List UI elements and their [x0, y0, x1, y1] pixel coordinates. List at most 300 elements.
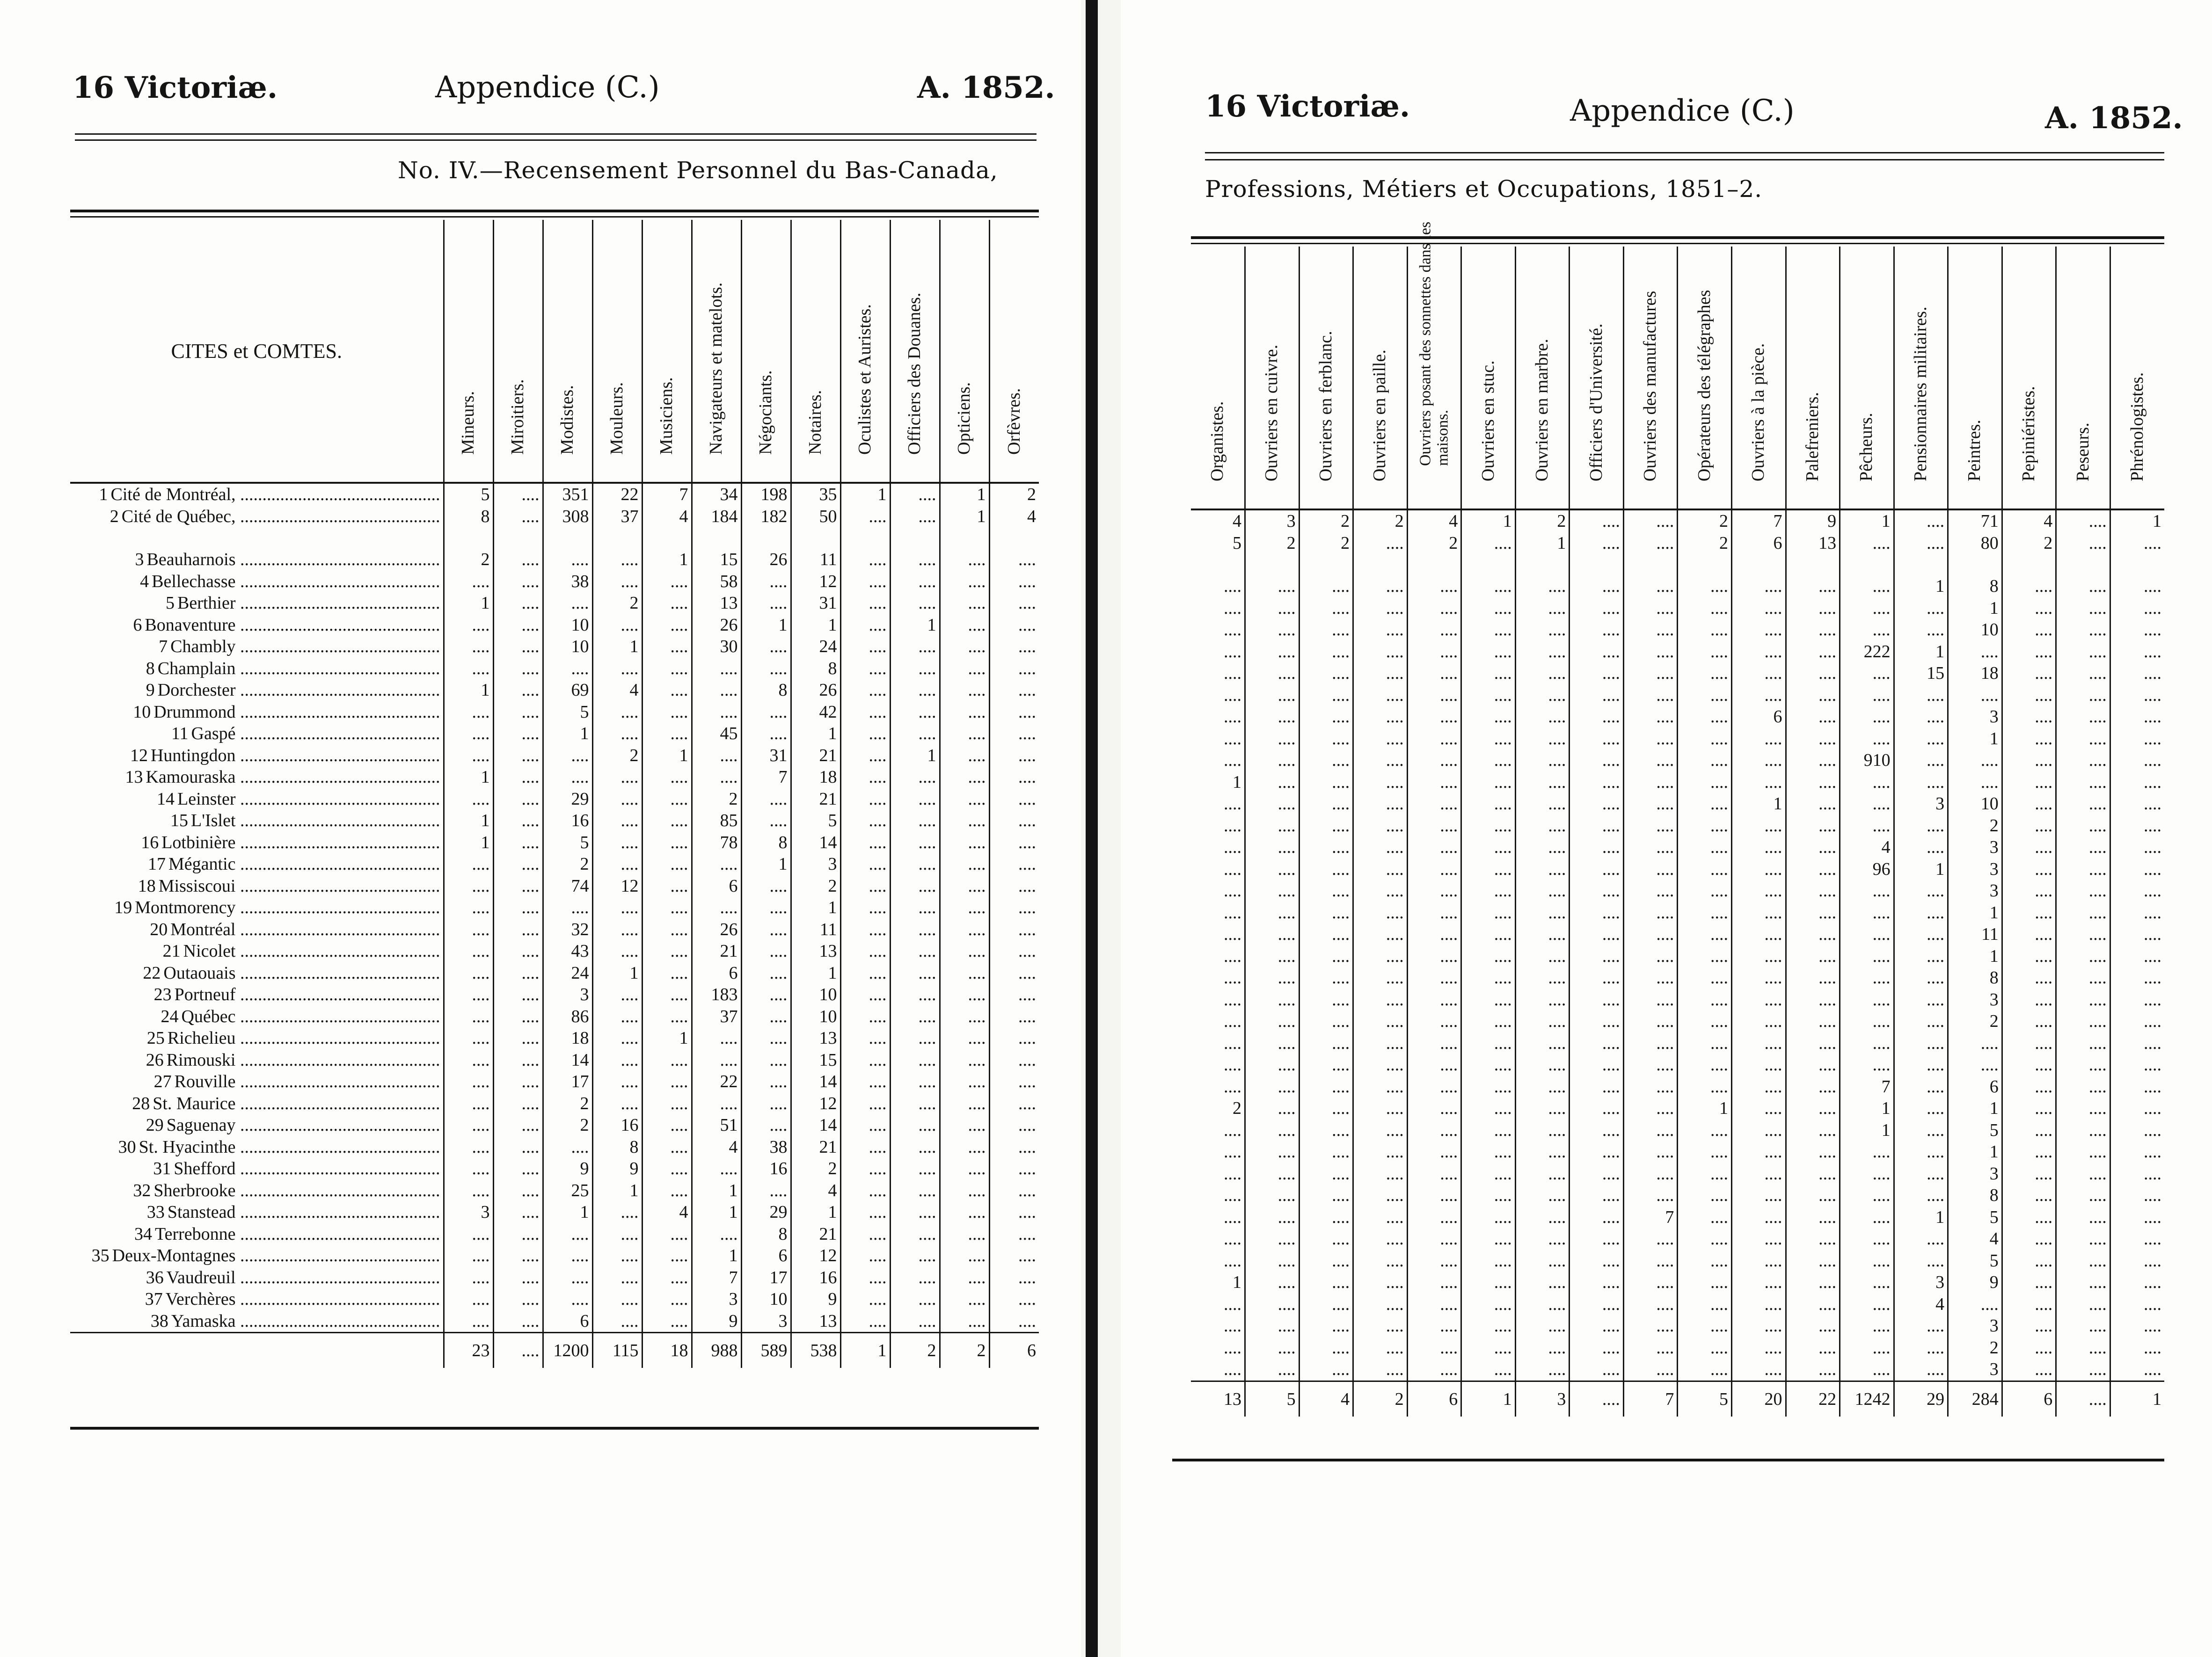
value-cell: ....: [1678, 597, 1732, 619]
value-cell: 38: [543, 571, 592, 593]
value-cell: ....: [940, 1288, 989, 1310]
total-cell: ....: [1570, 1381, 1624, 1417]
value-cell: 13: [1786, 532, 1840, 554]
table-row: [70, 506, 1039, 528]
value-cell: ....: [840, 745, 890, 767]
value-cell: 4: [1233, 511, 1242, 531]
value-cell: ....: [1245, 858, 1299, 880]
value-cell: ....: [890, 592, 940, 614]
value-cell: ....: [890, 919, 940, 941]
value-cell: ....: [1353, 597, 1408, 619]
column-header: [940, 220, 989, 483]
value-cell: ....: [1461, 641, 1516, 663]
county-cell: [70, 1049, 444, 1071]
table-row: [1191, 1359, 2164, 1381]
value-cell: ....: [1245, 641, 1299, 663]
value-cell: ....: [2002, 858, 2056, 880]
value-cell: ....: [1731, 728, 1786, 750]
value-cell: ....: [989, 853, 1039, 875]
value-cell: ....: [1515, 1032, 1570, 1054]
value-cell: ....: [1299, 641, 1353, 663]
value-cell: ....: [2110, 1119, 2164, 1141]
value-cell: ....: [2002, 815, 2056, 837]
value-cell: ....: [1570, 684, 1624, 706]
column-header: [1948, 247, 2002, 509]
value-cell: ....: [444, 1006, 493, 1028]
value-cell: ....: [543, 1267, 592, 1289]
value-cell: ....: [1245, 902, 1299, 924]
leader-dots: .............................................: [235, 1224, 440, 1244]
value-cell: ....: [890, 483, 940, 506]
value-cell: ....: [592, 853, 642, 875]
leader-dots: .............................................: [235, 898, 440, 917]
total-cell: 115: [592, 1333, 642, 1368]
table-body: [1191, 509, 2164, 1417]
value-cell: 6: [543, 1310, 592, 1333]
value-cell: ....: [1461, 1250, 1516, 1272]
value-cell: ....: [444, 571, 493, 593]
total-cell: 538: [791, 1333, 840, 1368]
value-cell: ....: [1894, 1032, 1948, 1054]
value-cell: 6: [741, 1245, 791, 1267]
spacer-cell: [791, 527, 840, 549]
value-cell: ....: [989, 962, 1039, 984]
value-cell: ....: [1678, 575, 1732, 597]
value-cell: ....: [2056, 880, 2110, 902]
value-cell: ....: [444, 636, 493, 658]
value-cell: 7: [741, 766, 791, 788]
value-cell: ....: [1894, 1315, 1948, 1337]
value-cell: ....: [1623, 749, 1678, 771]
county-cell: [70, 614, 444, 636]
value-cell: 910: [1840, 749, 1894, 771]
value-cell: ....: [1786, 1337, 1840, 1359]
value-cell: ....: [444, 1114, 493, 1136]
value-cell: 8: [741, 832, 791, 854]
value-cell: 13: [791, 1027, 840, 1049]
census-table-right: [1191, 222, 2164, 1417]
value-cell: ....: [1948, 684, 2002, 706]
county-cell: [70, 897, 444, 919]
value-cell: ....: [2002, 597, 2056, 619]
value-cell: ....: [1407, 1054, 1461, 1076]
value-cell: ....: [1678, 619, 1732, 641]
value-cell: ....: [1407, 1228, 1461, 1250]
value-cell: 4: [642, 506, 692, 528]
value-cell: ....: [444, 1180, 493, 1202]
value-cell: 16: [592, 1114, 642, 1136]
value-cell: ....: [1623, 815, 1678, 837]
total-cell: 988: [692, 1333, 741, 1368]
value-cell: ....: [1245, 684, 1299, 706]
value-cell: ....: [1353, 771, 1408, 793]
value-cell: ....: [1840, 532, 1894, 554]
county-cell: [70, 1093, 444, 1115]
value-cell: ....: [592, 1006, 642, 1028]
value-cell: ....: [1840, 1272, 1894, 1294]
value-cell: 1: [741, 614, 791, 636]
county-cell: [70, 723, 444, 745]
value-cell: ....: [1786, 1010, 1840, 1032]
county-cell: [70, 506, 444, 528]
value-cell: ....: [1623, 1250, 1678, 1272]
county-cell: [70, 658, 444, 680]
value-cell: ....: [840, 1027, 890, 1049]
value-cell: ....: [1786, 1032, 1840, 1054]
value-cell: ....: [741, 592, 791, 614]
value-cell: 3: [1894, 793, 1948, 815]
value-cell: ....: [2056, 1315, 2110, 1337]
value-cell: ....: [989, 940, 1039, 962]
value-cell: ....: [642, 723, 692, 745]
value-cell: ....: [1245, 793, 1299, 815]
value-cell: ....: [2056, 1163, 2110, 1185]
value-cell: ....: [444, 853, 493, 875]
value-cell: ....: [1623, 575, 1678, 597]
value-cell: ....: [1224, 1337, 1242, 1358]
value-cell: ....: [1678, 1228, 1732, 1250]
column-header: [1623, 247, 1678, 509]
value-cell: ....: [2056, 641, 2110, 663]
value-cell: ....: [1623, 793, 1678, 815]
value-cell: ....: [1407, 1359, 1461, 1381]
row-number: 26: [146, 1050, 164, 1070]
value-cell: ....: [2110, 858, 2164, 880]
value-cell: ....: [1353, 1272, 1408, 1294]
value-cell: ....: [1786, 619, 1840, 641]
leader-dots: .............................................: [235, 1115, 440, 1135]
value-cell: ....: [1299, 967, 1353, 989]
value-cell: 4: [791, 1180, 840, 1202]
value-cell: ....: [1840, 771, 1894, 793]
value-cell: ....: [1461, 945, 1516, 967]
value-cell: ....: [940, 1006, 989, 1028]
county-cell: [70, 1114, 444, 1136]
table-row: [70, 723, 1039, 745]
value-cell: ....: [642, 1267, 692, 1289]
value-cell: ....: [2056, 1359, 2110, 1381]
header-row: [1191, 247, 2164, 509]
value-cell: ....: [2002, 728, 2056, 750]
value-cell: ....: [692, 766, 741, 788]
value-cell: ....: [493, 571, 543, 593]
value-cell: ....: [1407, 945, 1461, 967]
table-top-rule-thin: [70, 216, 1039, 218]
value-cell: ....: [1731, 858, 1786, 880]
value-cell: ....: [890, 962, 940, 984]
value-cell: ....: [1461, 902, 1516, 924]
value-cell: ....: [1224, 881, 1242, 901]
value-cell: ....: [1678, 793, 1732, 815]
county-name: Drummond: [153, 702, 236, 722]
county-name: Deux-Montagnes: [112, 1246, 236, 1265]
value-cell: ....: [890, 853, 940, 875]
table-title: No. IV.—Recensement Personnel du Bas-Canada,: [398, 157, 998, 184]
table-row: [70, 1288, 1039, 1310]
value-cell: ....: [1299, 662, 1353, 684]
value-cell: ....: [890, 1049, 940, 1071]
value-cell: ....: [840, 810, 890, 832]
value-cell: ....: [1786, 1206, 1840, 1228]
value-cell: ....: [1894, 1185, 1948, 1206]
value-cell: ....: [2056, 836, 2110, 858]
value-cell: ....: [1407, 858, 1461, 880]
value-cell: ....: [1299, 575, 1353, 597]
value-cell: ....: [2002, 1141, 2056, 1163]
county-cell: [70, 1201, 444, 1223]
value-cell: 351: [543, 483, 592, 506]
county-cell: [70, 1158, 444, 1180]
value-cell: 16: [741, 1158, 791, 1180]
value-cell: ....: [1678, 1163, 1732, 1185]
leader-dots: .............................................: [235, 571, 440, 591]
value-cell: ....: [1678, 1272, 1732, 1294]
value-cell: ....: [444, 940, 493, 962]
leader-dots: .............................................: [235, 919, 440, 939]
value-cell: ....: [444, 788, 493, 810]
value-cell: ....: [1570, 945, 1624, 967]
value-cell: ....: [940, 1245, 989, 1267]
value-cell: ....: [2110, 793, 2164, 815]
value-cell: ....: [840, 1310, 890, 1333]
value-cell: ....: [989, 1267, 1039, 1289]
value-cell: ....: [1407, 749, 1461, 771]
value-cell: ....: [1570, 771, 1624, 793]
value-cell: ....: [1515, 641, 1570, 663]
value-cell: ....: [642, 1049, 692, 1071]
value-cell: 1: [890, 745, 940, 767]
value-cell: ....: [2110, 641, 2164, 663]
value-cell: ....: [1245, 1163, 1299, 1185]
value-cell: ....: [1353, 1163, 1408, 1185]
value-cell: ....: [1353, 1228, 1408, 1250]
value-cell: ....: [1407, 706, 1461, 728]
table-row: [70, 962, 1039, 984]
total-cell: ....: [2056, 1381, 2110, 1417]
value-cell: ....: [444, 1310, 493, 1333]
value-cell: ....: [2056, 597, 2110, 619]
value-cell: ....: [1299, 815, 1353, 837]
value-cell: ....: [493, 962, 543, 984]
total-cell: 284: [1948, 1381, 2002, 1417]
value-cell: 1: [940, 483, 989, 506]
value-cell: ....: [1515, 619, 1570, 641]
value-cell: ....: [1731, 1337, 1786, 1359]
value-cell: 34: [692, 483, 741, 506]
value-cell: ....: [1407, 1315, 1461, 1337]
value-cell: ....: [2056, 575, 2110, 597]
value-cell: ....: [890, 1288, 940, 1310]
value-cell: ....: [592, 788, 642, 810]
value-cell: ....: [1245, 1359, 1299, 1381]
value-cell: ....: [940, 1049, 989, 1071]
county-cell: [70, 962, 444, 984]
value-cell: ....: [890, 832, 940, 854]
value-cell: 3: [444, 1201, 493, 1223]
value-cell: ....: [890, 1201, 940, 1223]
value-cell: ....: [890, 940, 940, 962]
leader-dots: .............................................: [235, 1072, 440, 1091]
column-header-label: Pêcheurs.: [1856, 413, 1876, 482]
value-cell: ....: [1299, 684, 1353, 706]
value-cell: ....: [1245, 967, 1299, 989]
table-row: [70, 1071, 1039, 1093]
column-header-label: Opérateurs des télégraphes: [1694, 290, 1714, 482]
total-cell: 13: [1191, 1381, 1245, 1417]
value-cell: 6: [692, 875, 741, 897]
value-cell: ....: [1224, 707, 1242, 727]
value-cell: ....: [989, 745, 1039, 767]
value-cell: ....: [1623, 1185, 1678, 1206]
value-cell: 1: [1894, 641, 1948, 663]
value-cell: ....: [444, 919, 493, 941]
spacer-cell: [1461, 554, 1516, 575]
county-name: Bonaventure: [145, 615, 236, 635]
value-cell: ....: [1570, 1228, 1624, 1250]
value-cell: ....: [1623, 1076, 1678, 1098]
value-cell: ....: [1299, 1185, 1353, 1206]
county-name: Montréal: [170, 919, 236, 939]
value-cell: ....: [1623, 858, 1678, 880]
leader-dots: .............................................: [235, 550, 440, 569]
value-cell: 9: [791, 1288, 840, 1310]
value-cell: 12: [791, 1245, 840, 1267]
table-bottom-rule: [70, 1427, 1039, 1430]
value-cell: ....: [989, 832, 1039, 854]
value-cell: ....: [2056, 1076, 2110, 1098]
column-header-label: Pensionnaires militaires.: [1910, 306, 1930, 482]
value-cell: ....: [741, 1006, 791, 1028]
value-cell: ....: [1623, 684, 1678, 706]
value-cell: ....: [2110, 923, 2164, 945]
value-cell: 308: [543, 506, 592, 528]
value-cell: ....: [592, 1310, 642, 1333]
value-cell: ....: [1515, 1163, 1570, 1185]
value-cell: ....: [1245, 597, 1299, 619]
value-cell: ....: [1407, 1206, 1461, 1228]
value-cell: ....: [1948, 749, 2002, 771]
value-cell: ....: [1786, 1076, 1840, 1098]
table-row: [70, 1245, 1039, 1267]
value-cell: ....: [1407, 619, 1461, 641]
value-cell: ....: [692, 1223, 741, 1245]
value-cell: ....: [1623, 1097, 1678, 1119]
value-cell: ....: [1731, 1032, 1786, 1054]
value-cell: ....: [840, 940, 890, 962]
value-cell: ....: [890, 658, 940, 680]
value-cell: ....: [1678, 749, 1732, 771]
value-cell: ....: [1515, 923, 1570, 945]
spacer-cell: [2110, 554, 2164, 575]
value-cell: ....: [1840, 597, 1894, 619]
value-cell: ....: [1786, 1185, 1840, 1206]
value-cell: ....: [989, 897, 1039, 919]
value-cell: 45: [692, 723, 741, 745]
value-cell: 4: [1840, 836, 1894, 858]
column-header-label: Mineurs.: [458, 391, 478, 455]
value-cell: ....: [1299, 1141, 1353, 1163]
value-cell: ....: [1461, 771, 1516, 793]
row-number: 36: [146, 1267, 164, 1287]
value-cell: 7: [1840, 1076, 1894, 1098]
value-cell: 58: [692, 571, 741, 593]
table-row: [1191, 1228, 2164, 1250]
value-cell: ....: [1515, 1097, 1570, 1119]
value-cell: ....: [493, 1027, 543, 1049]
value-cell: ....: [989, 701, 1039, 723]
value-cell: ....: [642, 679, 692, 701]
value-cell: 1: [1840, 1097, 1894, 1119]
county-name: Kamouraska: [146, 767, 236, 787]
value-cell: ....: [1948, 1294, 2002, 1315]
value-cell: ....: [1224, 1033, 1242, 1053]
value-cell: ....: [1461, 923, 1516, 945]
value-cell: ....: [1299, 1163, 1353, 1185]
value-cell: ....: [1840, 706, 1894, 728]
value-cell: ....: [1894, 1054, 1948, 1076]
value-cell: 29: [543, 788, 592, 810]
value-cell: ....: [2056, 1294, 2110, 1315]
value-cell: ....: [940, 1267, 989, 1289]
value-cell: ....: [493, 745, 543, 767]
value-cell: ....: [1299, 880, 1353, 902]
column-header: [1678, 247, 1732, 509]
value-cell: ....: [940, 940, 989, 962]
county-cell: [70, 571, 444, 593]
value-cell: ....: [2002, 1250, 2056, 1272]
value-cell: 1: [940, 506, 989, 528]
value-cell: ....: [1623, 989, 1678, 1011]
value-cell: 15: [1894, 662, 1948, 684]
value-cell: ....: [1299, 1315, 1353, 1337]
value-cell: ....: [1515, 815, 1570, 837]
value-cell: ....: [642, 1180, 692, 1202]
row-number: 37: [145, 1289, 163, 1309]
value-cell: ....: [1570, 1010, 1624, 1032]
value-cell: ....: [1570, 662, 1624, 684]
county-cell: [70, 1310, 444, 1333]
value-cell: ....: [1570, 1141, 1624, 1163]
value-cell: ....: [890, 1027, 940, 1049]
value-cell: ....: [1678, 1185, 1732, 1206]
value-cell: ....: [1840, 945, 1894, 967]
column-header-label: Négociants.: [756, 370, 776, 455]
value-cell: ....: [1224, 1055, 1242, 1075]
value-cell: 1: [1515, 532, 1570, 554]
value-cell: ....: [1840, 1163, 1894, 1185]
value-cell: 1: [1894, 575, 1948, 597]
value-cell: ....: [444, 1136, 493, 1158]
value-cell: ....: [1245, 1206, 1299, 1228]
value-cell: 1: [444, 810, 493, 832]
value-cell: ....: [1224, 815, 1242, 836]
value-cell: ....: [2002, 1054, 2056, 1076]
value-cell: ....: [1353, 749, 1408, 771]
value-cell: ....: [1678, 989, 1732, 1011]
value-cell: ....: [493, 506, 543, 528]
county-name: Mégantic: [168, 854, 236, 874]
row-number: 17: [147, 854, 166, 874]
value-cell: 2: [1678, 532, 1732, 554]
value-cell: 1: [592, 1180, 642, 1202]
value-cell: ....: [642, 940, 692, 962]
value-cell: ....: [1353, 858, 1408, 880]
value-cell: ....: [1786, 749, 1840, 771]
value-cell: 10: [791, 1006, 840, 1028]
value-cell: 5: [543, 701, 592, 723]
value-cell: ....: [1224, 1294, 1242, 1314]
value-cell: ....: [2002, 793, 2056, 815]
